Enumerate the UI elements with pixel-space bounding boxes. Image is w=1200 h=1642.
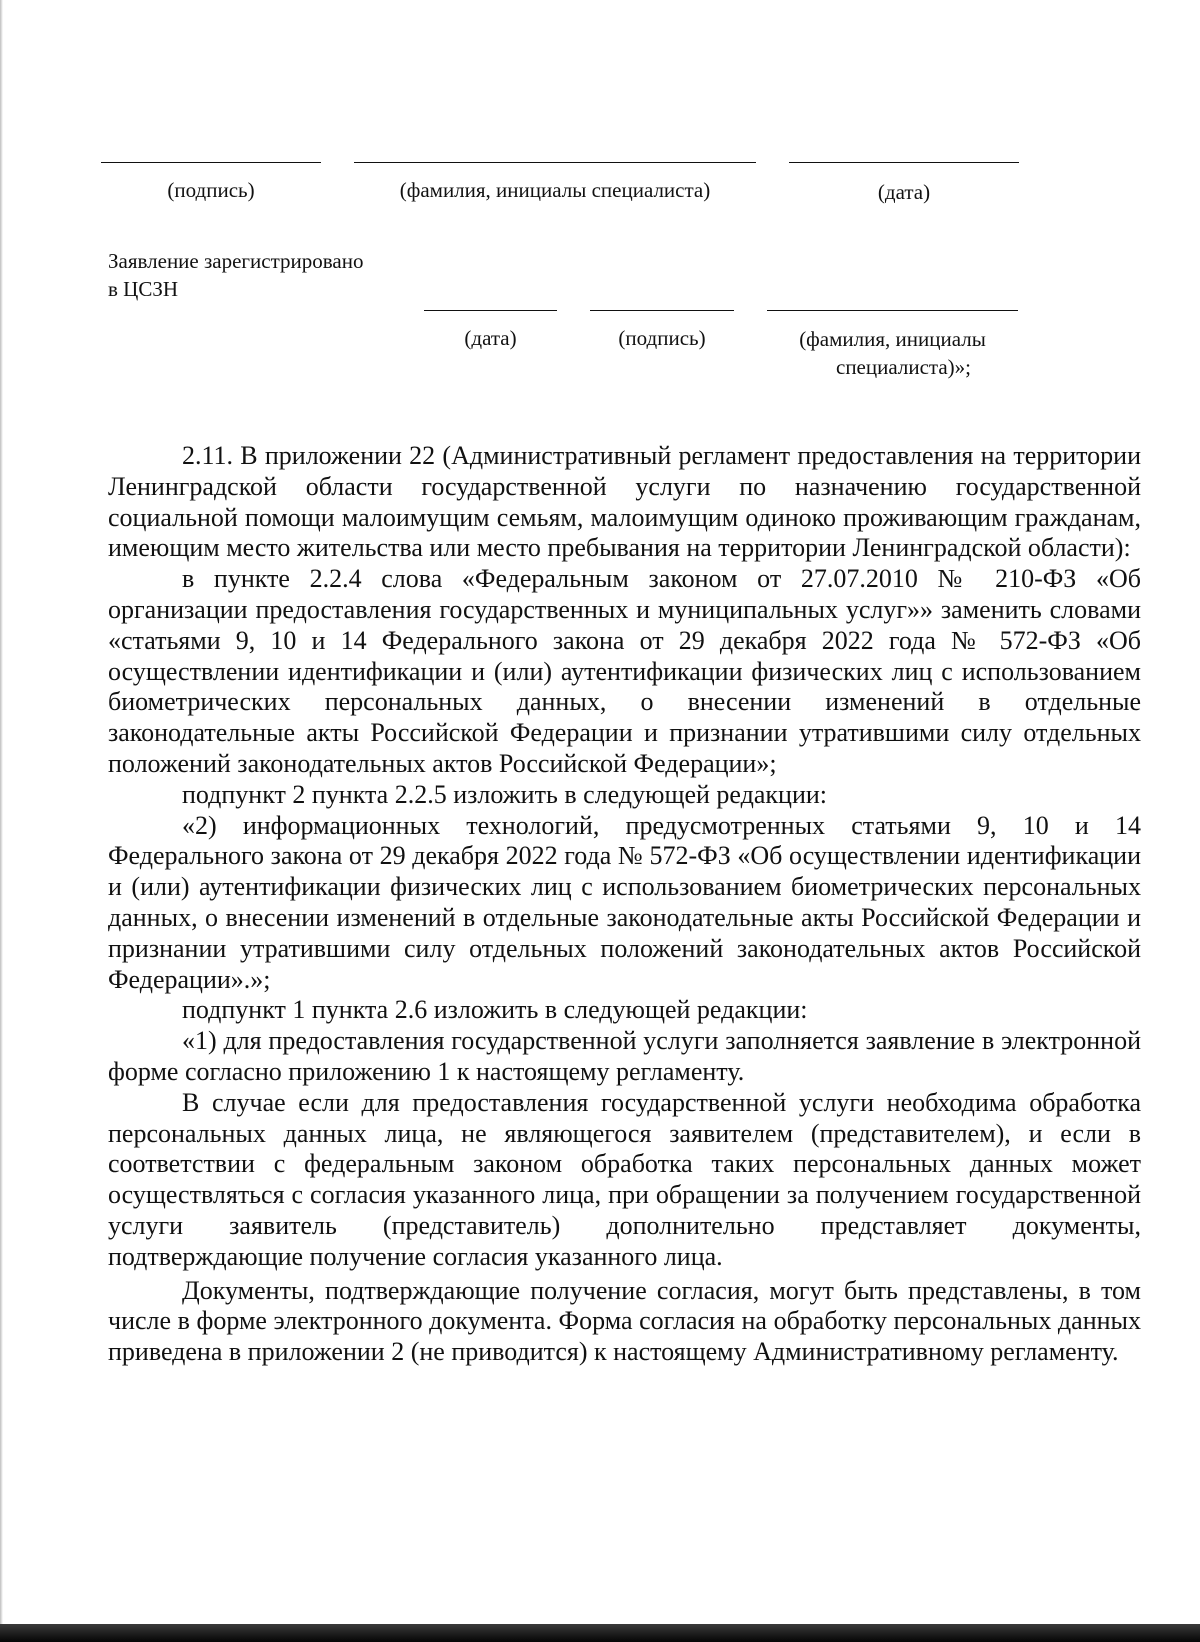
surname-caption-line: специалиста)»;: [836, 355, 971, 379]
paragraph: подпункт 1 пункта 2.6 изложить в следующей редакции:: [182, 995, 808, 1025]
registration-label: [108, 247, 363, 303]
paragraph: «2) информационных технологий, предусмотренных статьями 9, 10 и 14 Федерального закона от 29 декабря 2022 года № 572-ФЗ «Об осуществлении идентификации и (или) аутентификации физических лиц с использованием биометрических персональных данных, о внесении изменений в отдельные законодательные акты Российской Федерации и признании утратившими силу отдельных положений законодательных актов Российской Федерации».»;: [108, 810, 1141, 994]
date-caption: (дата): [877, 180, 931, 204]
paragraph: В случае если для предоставления государственной услуги необходима обработка персональных данных лица, не являющегося заявителем (представителем), и если в соответствии с федеральным законом обработка таких персональных данных может осуществляться с согласия указанного лица, при обращении за получением государственной услуги заявитель (представитель) дополнительно представляет документы, подтверждающие получение согласия указанного лица.: [108, 1087, 1141, 1271]
surname-line: [354, 162, 756, 163]
date-line: [424, 310, 557, 311]
paragraph: подпункт 2 пункта 2.2.5 изложить в следующей редакции:: [182, 779, 827, 809]
scan-bottom-edge: [0, 1624, 1200, 1642]
paragraph: 2.11. В приложении 22 (Административный регламент предоставления на территории Ленинградской области государственной услуги по назначению государственной социальной помощи малоимущим семьям, малоимущим одиноко проживающим гражданам, имеющим место жительства или место пребывания на территории Ленинградской области):: [108, 441, 1141, 563]
signature-caption: (подпись): [618, 326, 706, 350]
document-body: [108, 441, 1141, 1368]
signature-line: [590, 310, 734, 311]
paragraph: Документы, подтверждающие получение согласия, могут быть представлены, в том числе в форме электронного документа. Форма согласия на обработку персональных данных приведена в приложении 2 (не приводится) к настоящему Административному регламенту.: [108, 1275, 1141, 1367]
registration-label-line: Заявление зарегистрировано: [108, 249, 364, 273]
surname-line: [767, 310, 1018, 311]
date-line: [789, 162, 1019, 163]
scan-left-edge: [0, 0, 3, 1642]
registration-label-line: в ЦСЗН: [108, 277, 179, 301]
paragraph: в пункте 2.2.4 слова «Федеральным законом от 27.07.2010 № 210-ФЗ «Об организации предоставления государственных и муниципальных услуг»» заменить словами «статьями 9, 10 и 14 Федерального закона от 29 декабря 2022 года № 572-ФЗ «Об осуществлении идентификации и (или) аутентификации физических лиц с использованием биометрических персональных данных, о внесении изменений в отдельные законодательные акты Российской Федерации и признании утратившими силу отдельных положений законодательных актов Российской Федерации»;: [108, 564, 1141, 778]
signature-line: [101, 162, 321, 163]
surname-caption-line: (фамилия, инициалы: [799, 327, 986, 351]
surname-caption: [767, 325, 1018, 381]
date-caption: (дата): [464, 326, 517, 350]
signature-caption: (подпись): [167, 178, 255, 202]
surname-caption: (фамилия, инициалы специалиста): [399, 178, 711, 202]
paragraph: «1) для предоставления государственной услуги заполняется заявление в электронной форме согласно приложению 1 к настоящему регламенту.: [108, 1026, 1141, 1086]
